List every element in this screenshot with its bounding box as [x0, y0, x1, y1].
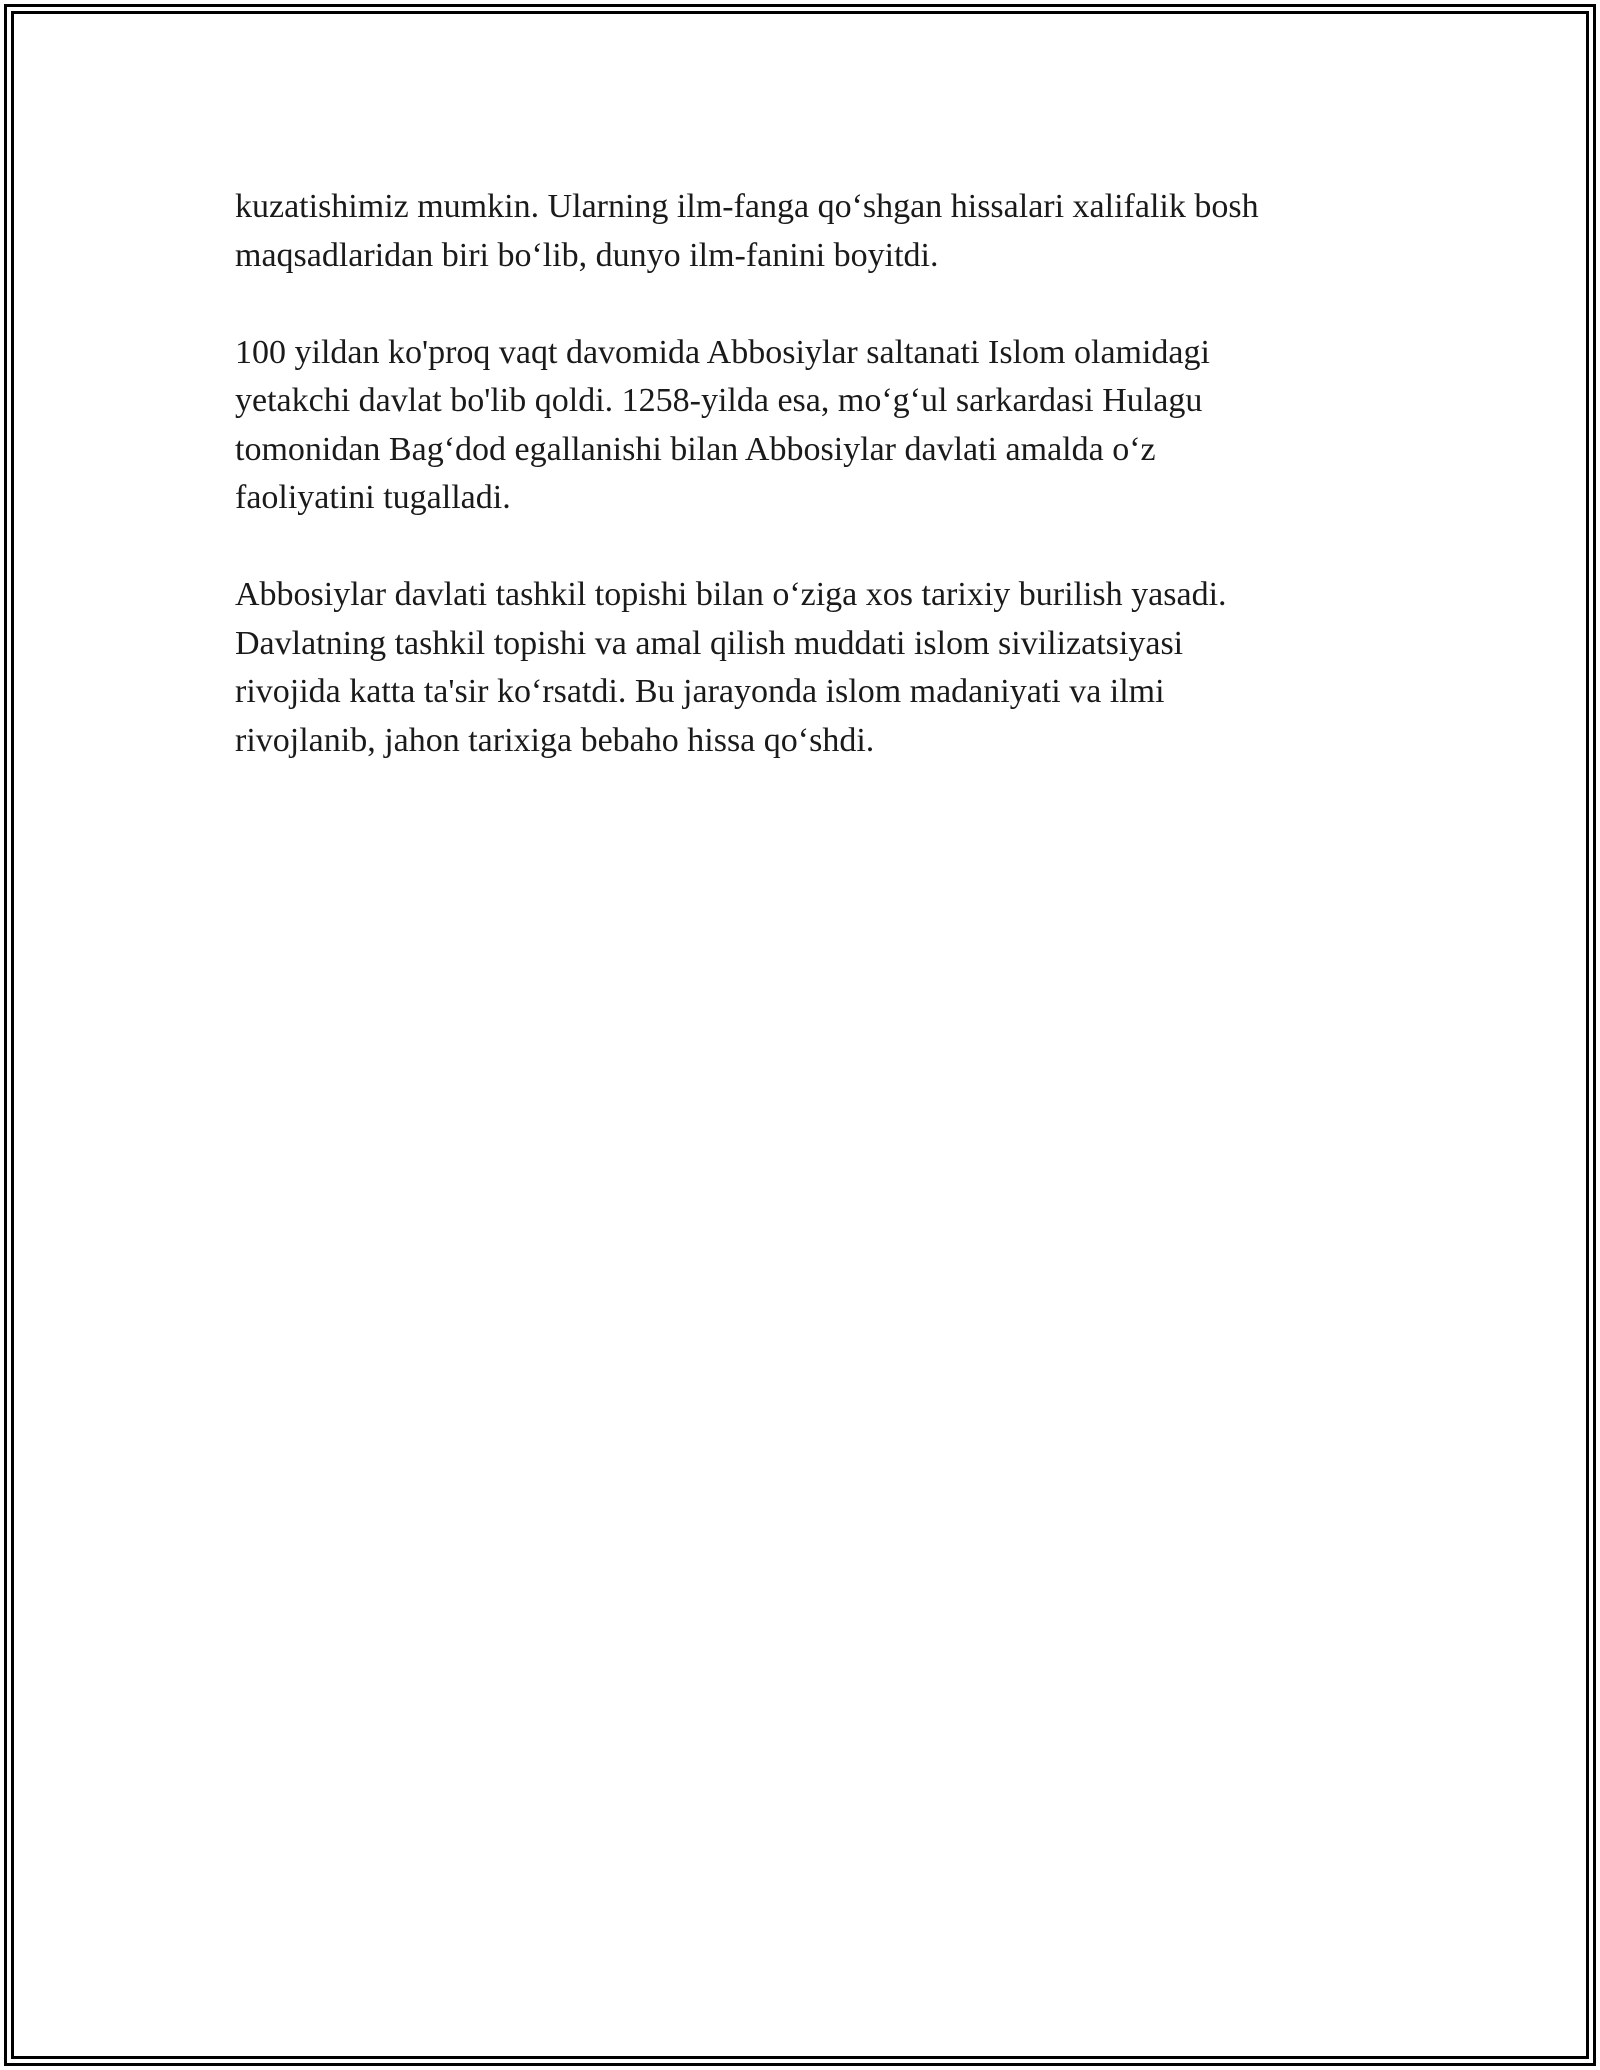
paragraph-3: Abbosiylar davlati tashkil topishi bilan o‘ziga xos tarixiy burilish yasadi. Davlatning tashkil topishi va amal qilish muddati islom sivilizatsiyasi rivojida katta ta'sir ko‘rsatdi. Bu jarayonda islom madaniyati va ilmi rivojlanib, jahon tarixiga bebaho hissa qo‘shdi. — [235, 576, 1227, 759]
paragraph-1: kuzatishimiz mumkin. Ularning ilm-fanga qo‘shgan hissalari xalifalik bosh maqsadlaridan biri bo‘lib, dunyo ilm-fanini boyitdi. — [235, 188, 1259, 274]
document-body — [235, 183, 1375, 814]
paragraph-2: 100 yildan ko'proq vaqt davomida Abbosiylar saltanati Islom olamidagi yetakchi davlat bo'lib qoldi. 1258-yilda esa, mo‘g‘ul sarkardasi Hulagu tomonidan Bag‘dod egallanishi bilan Abbosiylar davlati amalda o‘z faoliyatini tugalladi. — [235, 333, 1210, 516]
